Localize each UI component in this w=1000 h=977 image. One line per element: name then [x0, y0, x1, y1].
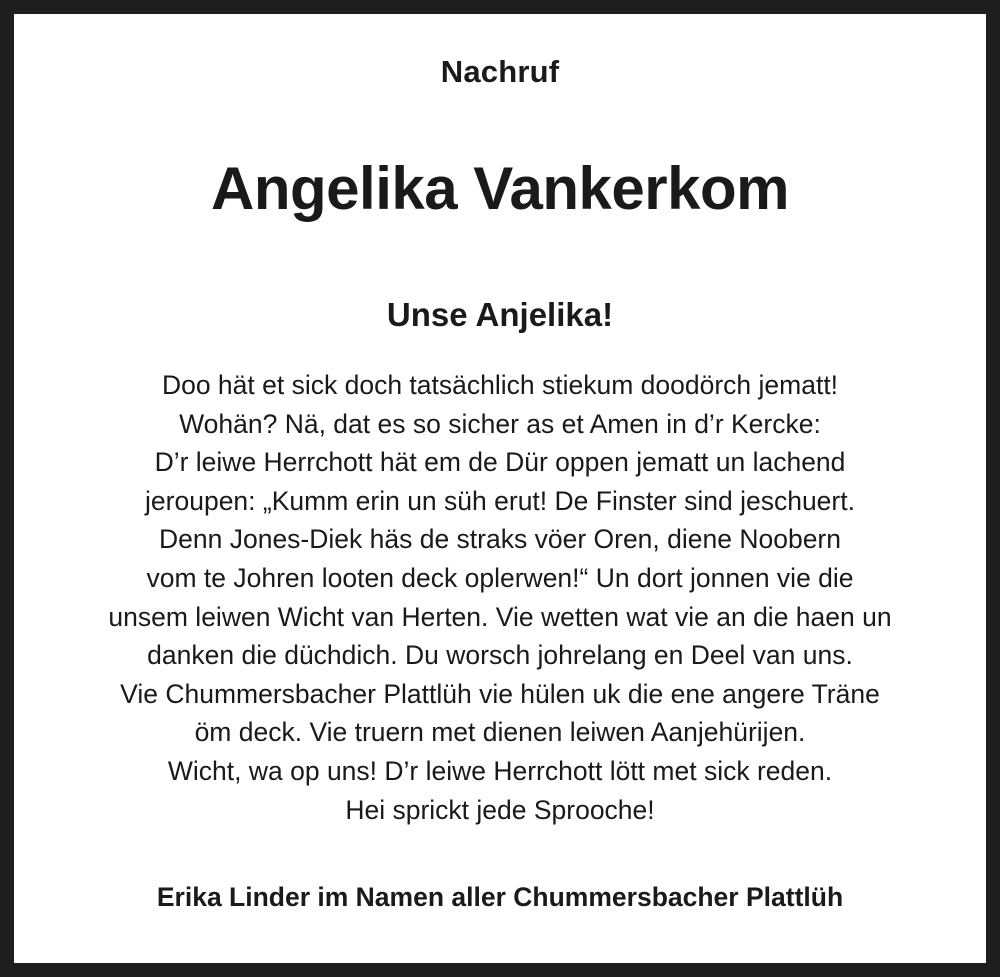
body-line: danken die düchdich. Du worsch johrelang en Deel van uns. — [147, 640, 853, 671]
body-line: Doo hät et sick doch tatsächlich stiekum doodörch jematt! — [161, 370, 839, 400]
body-line: D’r leiwe Herrchott hät em de Dür oppen jematt un lachend — [154, 447, 846, 478]
body-line: Wohän? Nä, dat es so sicher as et Amen in d’r Kercke: — [179, 408, 821, 439]
obituary-notice — [14, 14, 986, 963]
body-line: öm deck. Vie truern met dienen leiwen Aanjehürijen. — [194, 717, 806, 748]
deceased-name: Angelika Vankerkom — [211, 155, 789, 222]
notice-body — [14, 366, 986, 829]
body-line: vom te Johren looten deck oplerwen!“ Un dort jonnen vie die — [146, 562, 854, 593]
notice-label: Nachruf — [440, 54, 560, 89]
body-line: Hei sprickt jede Sprooche! — [345, 794, 655, 825]
body-line: unsem leiwen Wicht van Herten. Vie wetten wat vie an die haen un — [108, 601, 892, 632]
signature: Erika Linder im Namen aller Chummersbacher Plattlüh — [156, 882, 844, 912]
notice-subtitle: Unse Anjelika! — [386, 296, 614, 333]
body-line: Vie Chummersbacher Plattlüh vie hülen uk die ene angere Träne — [120, 678, 880, 709]
body-line: jeroupen: „Kumm erin un süh erut! De Finster sind jeschuert. — [145, 485, 855, 516]
body-line: Denn Jones-Diek häs de straks vöer Oren, diene Noobern — [159, 524, 841, 555]
body-line: Wicht, wa op uns! D’r leiwe Herrchott lött met sick reden. — [167, 755, 833, 786]
